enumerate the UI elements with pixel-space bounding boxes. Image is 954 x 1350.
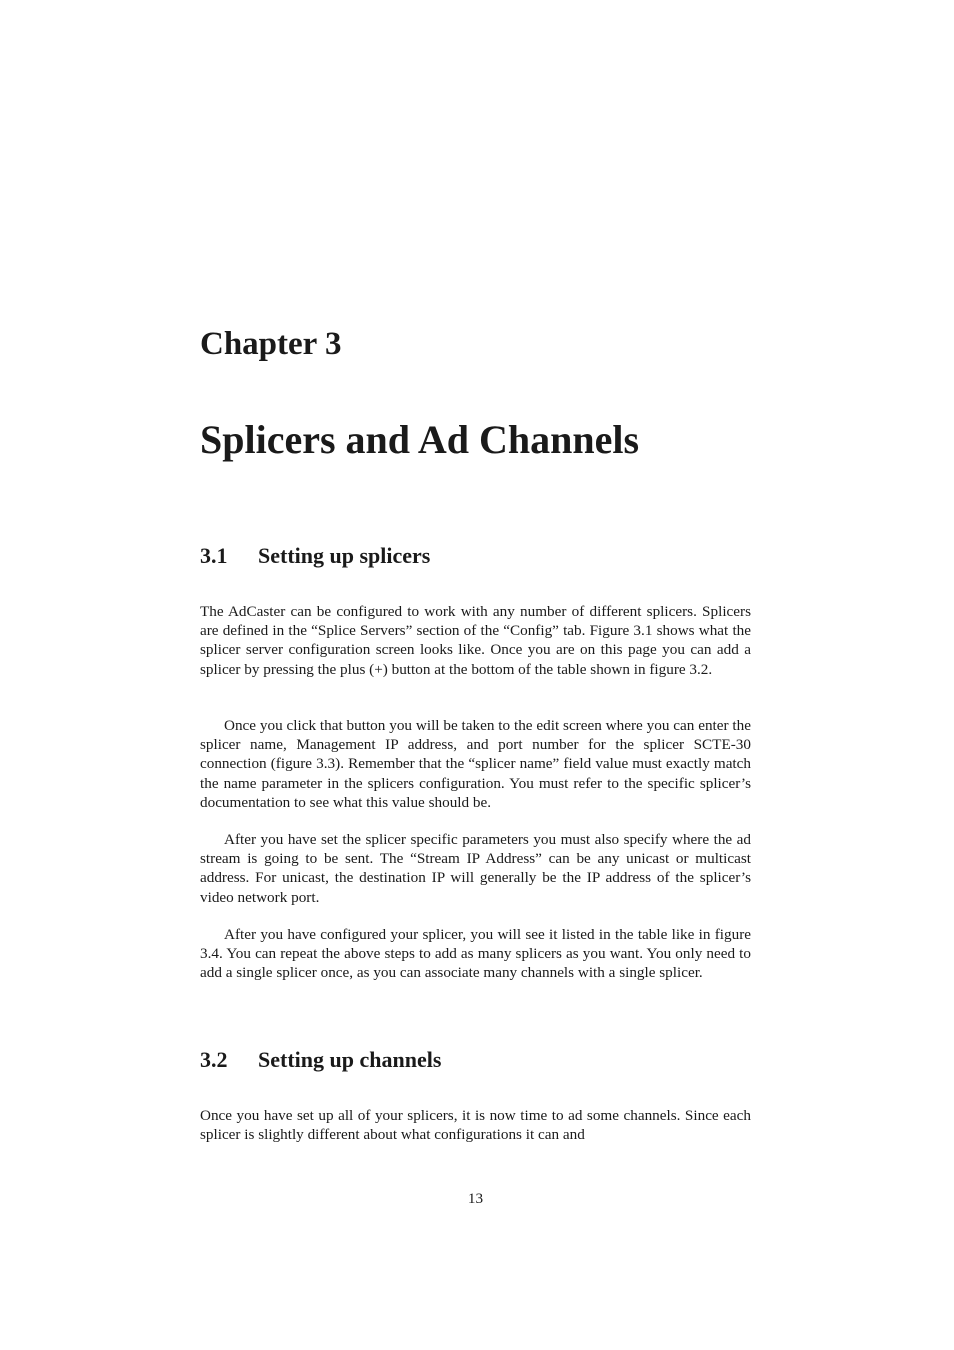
- paragraph: Once you click that button you will be taken to the edit screen where you can enter the splicer name, Management IP address, and port number for the splicer SCTE-30 connection (figure 3.3). Remember that the “splicer name” field value must exactly match the name parameter in the splicers configuration. You must refer to the specific splicer’s documentation to see what this value should be.: [200, 717, 751, 811]
- section-heading-3-2: [200, 1046, 441, 1074]
- paragraph: The AdCaster can be configured to work with any number of different splicers. Splicers are defined in the “Splice Servers” section of the “Config” tab. Figure 3.1 shows what the splicer server configuration screen looks like. Once you are on this page you can add a splicer by pressing the plus (+) button at the bottom of the table shown in figure 3.2.: [200, 603, 751, 678]
- paragraph: Once you have set up all of your splicers, it is now time to ad some channels. Since each splicer is slightly different about what configurations it can and: [200, 1107, 751, 1144]
- paragraph: After you have set the splicer specific parameters you must also specify where the ad stream is going to be sent. The “Stream IP Address” can be any unicast or multicast address. For unicast, the destination IP will generally be the IP address of the splicer’s video network port.: [200, 831, 751, 906]
- section-heading-3-1: [200, 542, 430, 570]
- chapter-label: Chapter 3: [200, 326, 342, 362]
- section-title: Setting up channels: [258, 1047, 442, 1072]
- section-title: Setting up splicers: [258, 543, 431, 568]
- section-number: 3.1: [200, 543, 228, 568]
- paragraph: After you have configured your splicer, you will see it listed in the table like in figure 3.4. You can repeat the above steps to add as many splicers as you want. You only need to add a single splicer once, as you can associate many channels with a single splicer.: [200, 926, 751, 982]
- chapter-title: Splicers and Ad Channels: [200, 417, 640, 462]
- document-page: [200, 0, 751, 1350]
- section-number: 3.2: [200, 1047, 228, 1072]
- page-number: 13: [467, 1190, 484, 1207]
